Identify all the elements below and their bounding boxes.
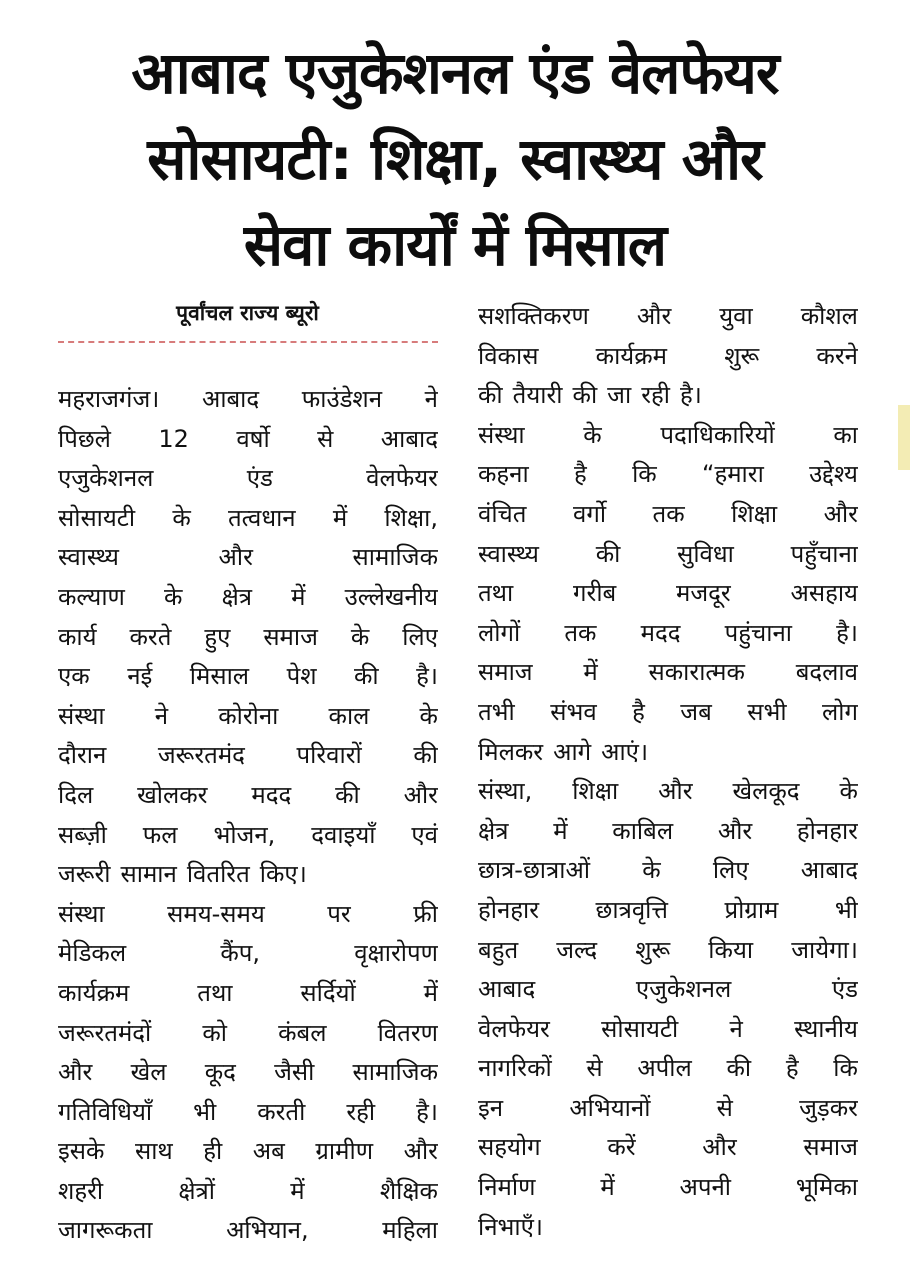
article-word: है। (679, 381, 702, 410)
article-word: अभियानों (569, 1093, 651, 1122)
article-line (478, 1010, 858, 1050)
article-word: में (423, 978, 438, 1007)
article-word: कार्य (58, 622, 97, 651)
article-word: खेल (130, 1058, 167, 1087)
article-line (478, 970, 858, 1010)
article-word: प्रोग्राम (724, 895, 779, 924)
article-word: के (583, 420, 602, 449)
article-line (478, 772, 858, 812)
article-word: छात्रवृत्ति (595, 895, 668, 924)
article-word: तक (564, 618, 597, 647)
article-word: रही (641, 381, 670, 410)
article-word: लिए (402, 622, 438, 651)
article-line (58, 855, 438, 895)
article-word: वितरित (186, 860, 250, 889)
article-word: की (726, 1054, 752, 1083)
article-word: समाज (263, 622, 318, 651)
adjacent-article-highlight (898, 405, 910, 470)
article-word: संस्था (58, 899, 105, 928)
article-line (58, 1211, 438, 1251)
article-line (58, 697, 438, 737)
article-word: में (600, 1173, 615, 1202)
article-line (58, 1093, 438, 1133)
article-word: में (583, 658, 598, 687)
article-word: उल्लेखनीय (344, 582, 438, 611)
article-word: “हमारा (702, 460, 764, 489)
article-word: तथा (197, 978, 233, 1007)
article-word: और (58, 1058, 93, 1087)
article-word: शिक्षा (731, 499, 778, 528)
article-word: पिछले (58, 424, 111, 453)
article-line (58, 459, 438, 499)
article-word: जायेगा। (791, 935, 858, 964)
article-word: भूमिका (795, 1173, 858, 1202)
article-word: तथा (478, 579, 514, 608)
article-word: नई (127, 662, 153, 691)
article-line (478, 1168, 858, 1208)
article-line (58, 578, 438, 618)
article-word: कार्यक्रम (595, 341, 668, 370)
article-word: ने (729, 1014, 743, 1043)
article-word: शिक्षा (572, 777, 619, 806)
article-word: काल (328, 701, 370, 730)
article-word: अब (252, 1137, 285, 1166)
article-word: क्षेत्र (478, 816, 509, 845)
article-word: सोसायटी (58, 503, 136, 532)
article-word: काबिल (612, 816, 674, 845)
article-word: जरूरी (58, 860, 111, 889)
article-word: सशक्तिकरण (478, 302, 589, 330)
article-word: महिला (382, 1216, 438, 1245)
article-word: बदलाव (795, 658, 858, 687)
article-word: ने (424, 385, 438, 413)
article-word: मदद (640, 618, 681, 647)
article-line (478, 297, 858, 337)
article-line (478, 376, 858, 416)
article-word: किए। (259, 860, 307, 889)
article-word: इन (478, 1093, 504, 1122)
article-word: तैयारी (512, 381, 563, 410)
article-word: कंबल (278, 1018, 327, 1047)
article-line (58, 816, 438, 856)
article-line (58, 934, 438, 974)
article-word: की (478, 381, 503, 410)
article-word: है (574, 460, 587, 489)
article-line (58, 1053, 438, 1093)
article-word: की (354, 662, 379, 691)
article-line (478, 455, 858, 495)
article-word: और (717, 816, 753, 845)
headline-line: आबाद एजुकेशनल एंड वेलफेयर (131, 39, 779, 107)
article-line (478, 1208, 858, 1248)
article-word: पहुँचाना (790, 539, 858, 568)
article-line (478, 337, 858, 377)
article-word: वेलफेयर (478, 1014, 550, 1043)
article-line (58, 1172, 438, 1212)
article-word: फ्री (413, 899, 438, 928)
article-word: पेश (286, 662, 317, 691)
article-word: समय-समय (167, 899, 265, 928)
article-word: संभव (550, 697, 597, 726)
article-word: साथ (134, 1137, 173, 1166)
article-word: खेलकूद (732, 777, 800, 806)
article-line (478, 535, 858, 575)
article-word: छात्र-छात्राओं (478, 856, 590, 885)
article-line (478, 812, 858, 852)
article-word: सोसायटी (601, 1014, 679, 1043)
article-line (58, 1014, 438, 1054)
article-line (478, 574, 858, 614)
article-word: गतिविधियाँ (58, 1097, 153, 1126)
article-word: स्वास्थ्य (58, 543, 119, 572)
article-line (58, 538, 438, 578)
article-word: कार्यक्रम (58, 978, 130, 1007)
article-word: कूद (204, 1058, 236, 1087)
article-word: जरूरतमंद (157, 741, 245, 770)
article-word: भोजन, (213, 820, 276, 849)
byline-divider (58, 341, 438, 343)
article-word: करने (816, 341, 858, 370)
article-word: अपील (637, 1054, 692, 1083)
article-word: है। (836, 618, 858, 647)
article-word: नागरिकों (478, 1054, 552, 1083)
article-word: के (350, 622, 370, 651)
article-word: 12 (158, 424, 189, 453)
article-word: विकास (478, 341, 539, 370)
article-word: सामाजिक (352, 543, 438, 572)
article-word: आबाद (380, 424, 438, 453)
article-word: आगे (553, 737, 592, 766)
article-word: का (833, 420, 858, 449)
article-word: मजदूर (676, 579, 731, 608)
article-word: जा (607, 381, 632, 410)
article-word: खोलकर (137, 780, 208, 809)
article-word: सामान (120, 860, 177, 889)
article-word: आबाद (800, 856, 858, 885)
article-word: वंचित (478, 499, 527, 528)
article-line (58, 618, 438, 658)
article-word: बहुत (478, 935, 519, 964)
article-word: तभी (478, 697, 515, 726)
article-word: तक (652, 499, 685, 528)
article-word: पर (327, 899, 351, 928)
article-word: सहयोग (478, 1133, 541, 1162)
article-word: मिसाल (189, 662, 250, 691)
article-word: शुरू (724, 341, 760, 370)
article-word: किया (708, 935, 754, 964)
article-word: कहना (478, 460, 529, 489)
article-word: की (572, 381, 598, 410)
article-word: में (553, 816, 568, 845)
article-word: महराजगंज। (58, 385, 160, 413)
article-word: है। (416, 1097, 438, 1126)
article-word: वितरण (377, 1018, 438, 1047)
article-word: क्षेत्र (221, 582, 253, 611)
article-line (478, 653, 858, 693)
article-line (478, 416, 858, 456)
article-word: क्षेत्रों (178, 1176, 216, 1205)
article-line (58, 420, 438, 460)
article-word: युवा (719, 302, 753, 330)
article-word: फल (142, 820, 178, 849)
article-word: जब (680, 697, 712, 726)
article-word: हुए (204, 622, 231, 651)
byline: पूर्वांचल राज्य ब्यूरो (176, 301, 319, 325)
article-word: से (716, 1093, 733, 1122)
article-word: के (419, 701, 438, 730)
article-word: तत्वधान (227, 503, 296, 532)
article-line (478, 614, 858, 654)
article-word: संस्था (58, 701, 105, 730)
article-word: निर्माण (478, 1173, 536, 1202)
article-word: जल्द (556, 935, 598, 964)
article-line (58, 657, 438, 697)
article-word: और (823, 499, 858, 528)
article-word: आबाद (478, 975, 536, 1004)
article-word: दौरान (58, 741, 107, 770)
article-word: के (164, 582, 183, 611)
article-word: शिक्षा, (384, 503, 438, 532)
article-word: पदाधिकारियों (660, 420, 775, 449)
headline (40, 30, 870, 288)
article-line (58, 895, 438, 935)
article-line (58, 776, 438, 816)
article-word: जागरूकता (58, 1216, 153, 1245)
article-line (478, 1128, 858, 1168)
article-word: कोरोना (218, 701, 279, 730)
article-word: के (839, 777, 858, 806)
article-word: और (636, 302, 672, 330)
article-word: है (785, 1054, 799, 1083)
article-line (478, 693, 858, 733)
article-word: में (291, 582, 306, 611)
article-word: परिवारों (296, 741, 362, 770)
article-word: एंड (831, 975, 858, 1004)
article-word: दवाइयाँ (311, 820, 376, 849)
article-word: शुरू (635, 935, 671, 964)
article-word: एंड (246, 464, 273, 493)
article-word: जैसी (274, 1058, 315, 1087)
article-word: गरीब (573, 579, 617, 608)
article-line (58, 380, 438, 420)
article-word: सुविधा (677, 539, 734, 568)
article-word: कि (833, 1054, 858, 1083)
article-word: कि (632, 460, 657, 489)
article-word: के (642, 856, 661, 885)
article-word: शहरी (58, 1176, 104, 1205)
article-word: समाज (803, 1133, 858, 1162)
article-word: में (290, 1176, 305, 1205)
article-line (478, 1049, 858, 1089)
article-word: कैंप, (220, 939, 261, 968)
article-word: अपनी (679, 1173, 732, 1202)
article-word: निभाएँ। (478, 1212, 543, 1241)
article-word: और (403, 780, 438, 809)
article-word: होनहार (478, 895, 540, 924)
headline-line: सेवा कार्यों में मिसाल (243, 211, 667, 279)
article-word: भी (834, 895, 858, 924)
article-column-right (478, 297, 858, 1247)
article-word: सामाजिक (352, 1058, 438, 1087)
article-word: मेडिकल (58, 939, 127, 968)
article-word: मिलकर (478, 737, 544, 766)
article-word: वर्गो (572, 499, 607, 528)
article-word: है (632, 697, 645, 726)
article-word: एजुकेशनल (58, 464, 154, 493)
article-word: संस्था, (478, 777, 533, 806)
article-word: और (658, 777, 693, 806)
article-word: में (332, 503, 348, 532)
article-word: कल्याण (58, 582, 125, 611)
article-word: फाउंडेशन (301, 385, 383, 413)
article-word: वेलफेयर (366, 464, 438, 493)
article-word: से (317, 424, 334, 453)
article-word: एवं (411, 820, 438, 849)
article-word: पहुंचाना (724, 618, 792, 647)
article-word: जरूरतमंदों (58, 1018, 152, 1047)
article-line (58, 499, 438, 539)
article-word: वर्षो (236, 424, 270, 453)
article-word: की (335, 780, 360, 809)
article-word: असहाय (790, 579, 858, 608)
article-word: एजुकेशनल (635, 975, 732, 1004)
article-word: लोग (822, 697, 858, 726)
article-line (478, 891, 858, 931)
article-word: और (702, 1133, 737, 1162)
article-word: की (595, 539, 621, 568)
article-line (478, 495, 858, 535)
article-word: के (172, 503, 191, 532)
article-word: उद्देश्य (809, 460, 858, 489)
article-column-left (58, 380, 438, 1251)
article-line (58, 736, 438, 776)
article-word: सब्ज़ी (58, 820, 107, 849)
article-word: से (586, 1054, 603, 1083)
article-word: और (218, 543, 253, 572)
article-word: कौशल (800, 302, 858, 330)
article-word: अभियान, (226, 1216, 309, 1245)
article-word: संस्था (478, 420, 525, 449)
article-word: मदद (251, 780, 292, 809)
article-word: करती (257, 1097, 306, 1126)
article-word: ही (203, 1137, 223, 1166)
article-word: लोगों (478, 618, 521, 647)
article-line (478, 1089, 858, 1129)
article-word: होनहार (796, 816, 858, 845)
article-line (58, 974, 438, 1014)
article-word: सर्दियों (300, 978, 356, 1007)
article-word: है। (416, 662, 438, 691)
article-word: जुड़कर (799, 1093, 858, 1122)
article-word: और (403, 1137, 438, 1166)
article-word: आबाद (201, 385, 260, 413)
article-word: भी (193, 1097, 217, 1126)
article-word: करें (607, 1133, 636, 1162)
headline-line: सोसायटी: शिक्षा, स्वास्थ्य और (147, 125, 763, 193)
article-word: वृक्षारोपण (354, 939, 438, 968)
article-word: दिल (58, 780, 94, 809)
article-line (478, 733, 858, 773)
article-word: शैक्षिक (379, 1176, 438, 1205)
article-word: रही (346, 1097, 376, 1126)
article-word: करते (129, 622, 172, 651)
article-word: समाज (478, 658, 533, 687)
article-word: को (202, 1018, 227, 1047)
article-word: की (413, 741, 438, 770)
article-word: इसके (58, 1137, 105, 1166)
article-word: लिए (712, 856, 749, 885)
article-word: एक (58, 662, 90, 691)
article-line (478, 931, 858, 971)
article-word: सभी (747, 697, 787, 726)
article-word: ग्रामीण (315, 1137, 374, 1166)
article-line (58, 1132, 438, 1172)
article-word: आएं। (601, 737, 649, 766)
article-word: स्थानीय (794, 1014, 858, 1043)
article-word: सकारात्मक (648, 658, 745, 687)
article-word: स्वास्थ्य (478, 539, 539, 568)
article-line (478, 851, 858, 891)
article-word: ने (154, 701, 169, 730)
